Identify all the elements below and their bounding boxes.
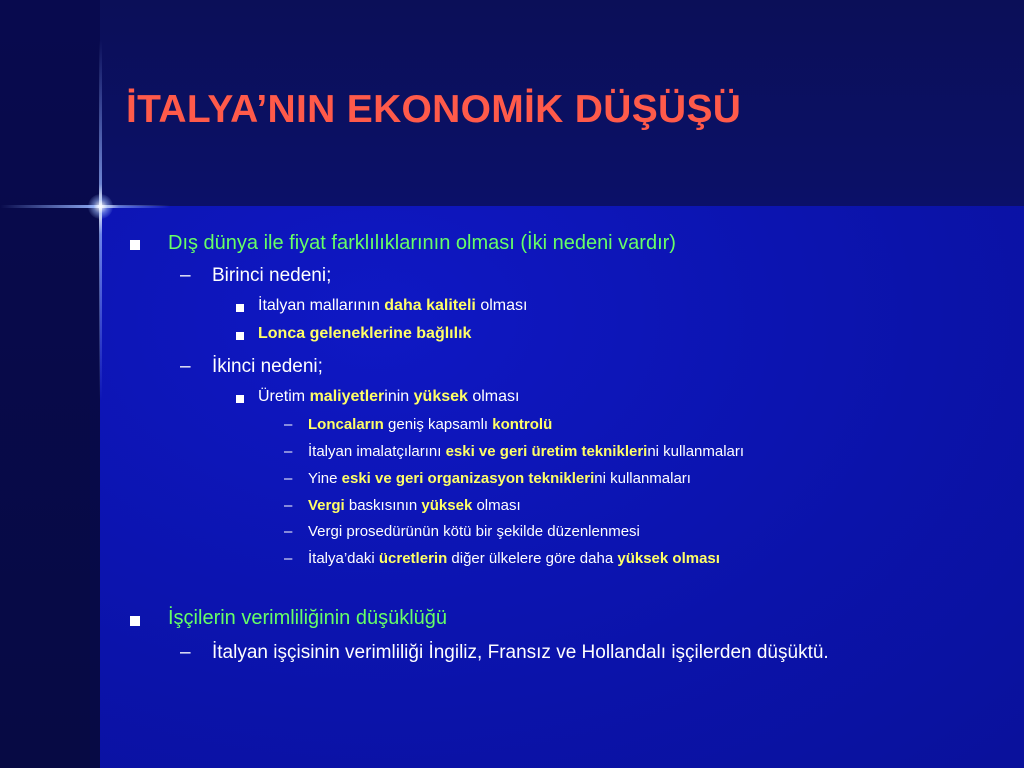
square-bullet-icon bbox=[236, 304, 244, 312]
highlight-span: yüksek bbox=[413, 388, 468, 405]
text-span: olması bbox=[472, 497, 521, 514]
text-span: olması bbox=[467, 388, 520, 405]
text-span: İtalyan imalatçılarını bbox=[308, 443, 446, 460]
highlight-span: Loncaların bbox=[308, 416, 384, 433]
bullet-level1 bbox=[168, 607, 447, 630]
text-span: ni kullanmaları bbox=[594, 470, 691, 487]
bullet-level2 bbox=[212, 642, 829, 664]
square-bullet-icon bbox=[236, 332, 244, 340]
bullet-text: Dış dünya ile fiyat farklılıklarının olması (İki nedeni vardır) bbox=[168, 232, 676, 254]
text-span: diğer ülkelere göre daha bbox=[447, 550, 618, 567]
square-bullet-icon bbox=[130, 616, 140, 626]
bullet-level4 bbox=[308, 497, 521, 514]
text-span: olması bbox=[475, 297, 528, 314]
light-flare-icon bbox=[88, 194, 113, 219]
bullet-level2 bbox=[212, 265, 331, 287]
highlight-span: yüksek olması bbox=[617, 550, 720, 567]
bullet-level3 bbox=[258, 388, 519, 406]
bullet-level4 bbox=[308, 523, 640, 540]
bullet-level3 bbox=[258, 297, 527, 315]
bullet-level4 bbox=[308, 550, 720, 567]
bullet-text: İtalyan işçisinin verimliliği İngiliz, Fransız ve Hollandalı işçilerden düşüktü. bbox=[212, 642, 829, 663]
dash-bullet-icon: – bbox=[284, 470, 293, 487]
content-area bbox=[100, 206, 1024, 768]
highlight-span: maliyetler bbox=[309, 388, 385, 405]
light-flare-horizontal bbox=[0, 205, 170, 208]
bullet-level4 bbox=[308, 470, 691, 487]
dash-bullet-icon: – bbox=[284, 497, 293, 514]
highlight-span: eski ve geri üretim teknikleri bbox=[445, 443, 648, 460]
highlight-span: kontrolü bbox=[492, 416, 553, 433]
text-span: Üretim bbox=[258, 388, 310, 405]
bullet-level3 bbox=[258, 325, 471, 343]
left-band bbox=[0, 0, 100, 768]
bullet-level2 bbox=[212, 356, 323, 378]
text-span: inin bbox=[384, 388, 414, 405]
text-span: baskısının bbox=[344, 497, 422, 514]
square-bullet-icon bbox=[130, 240, 140, 250]
light-flare-vertical bbox=[99, 40, 102, 400]
highlight-span: ücretlerin bbox=[378, 550, 448, 567]
dash-bullet-icon: – bbox=[284, 550, 293, 567]
dash-bullet-icon: – bbox=[180, 642, 191, 663]
bullet-level1 bbox=[168, 232, 676, 255]
highlight-span: daha kaliteli bbox=[384, 297, 476, 314]
text-span: ni kullanmaları bbox=[647, 443, 745, 460]
dash-bullet-icon: – bbox=[180, 265, 191, 286]
bullet-text: Vergi prosedürünün kötü bir şekilde düzenlenmesi bbox=[308, 523, 640, 540]
highlight-span: yüksek bbox=[421, 497, 473, 514]
dash-bullet-icon: – bbox=[180, 356, 191, 377]
bullet-text: Birinci nedeni; bbox=[212, 265, 332, 286]
square-bullet-icon bbox=[236, 395, 244, 403]
slide-title: İTALYA’NIN EKONOMİK DÜŞÜŞÜ bbox=[126, 88, 742, 131]
highlight-span: eski ve geri organizasyon teknikleri bbox=[341, 470, 595, 487]
dash-bullet-icon: – bbox=[284, 443, 293, 460]
highlight-span: Vergi bbox=[308, 497, 345, 514]
text-span: Yine bbox=[308, 470, 342, 487]
dash-bullet-icon: – bbox=[284, 523, 293, 540]
text-span: İtalyan mallarının bbox=[258, 297, 385, 314]
dash-bullet-icon: – bbox=[284, 416, 293, 433]
text-span: geniş kapsamlı bbox=[383, 416, 493, 433]
text-span: İtalya’daki bbox=[308, 550, 379, 567]
bullet-text: Lonca geleneklerine bağlılık bbox=[258, 325, 472, 342]
bullet-level4 bbox=[308, 443, 744, 460]
bullet-level4 bbox=[308, 416, 552, 433]
bullet-text: İşçilerin verimliliğinin düşüklüğü bbox=[168, 607, 448, 629]
bullet-text: İkinci nedeni; bbox=[212, 356, 323, 377]
